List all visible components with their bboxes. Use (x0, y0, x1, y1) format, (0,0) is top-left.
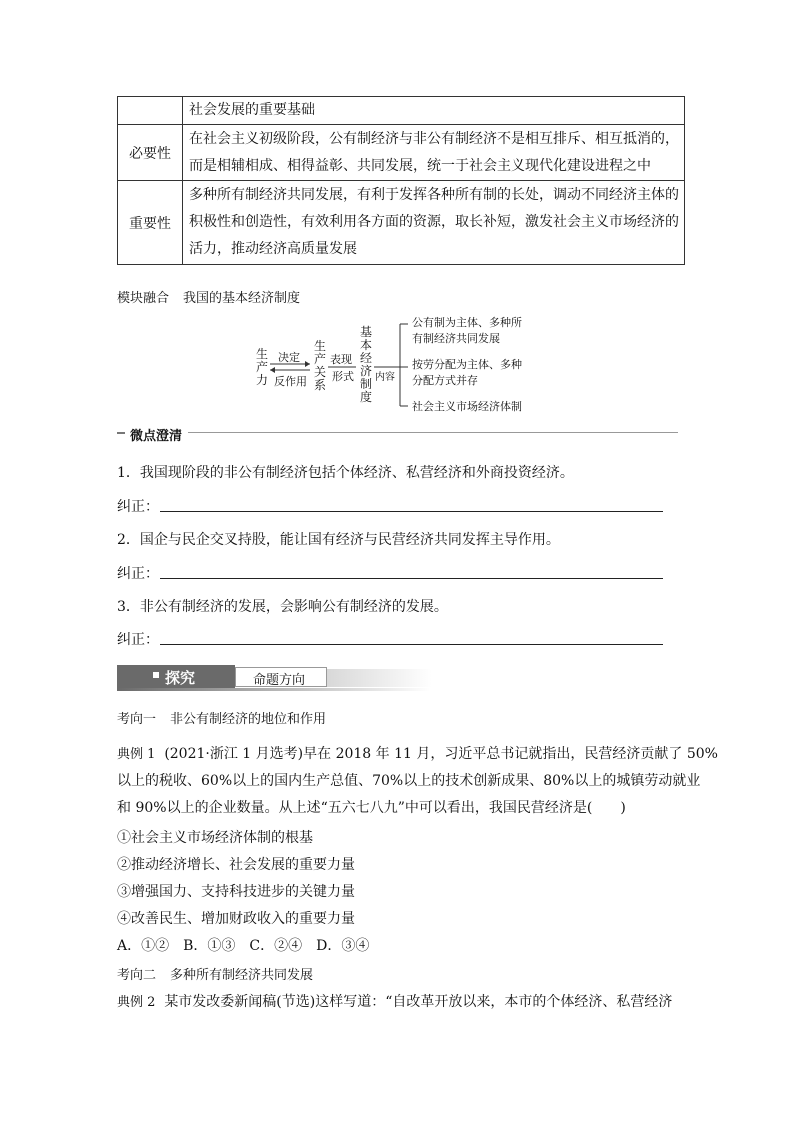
diagram-lines (250, 318, 570, 418)
char: 生 (314, 339, 327, 353)
branch-3: 社会主义市场经济体制 (412, 400, 522, 413)
table-row (118, 125, 685, 181)
direction2-title: 多种所有制经济共同发展 (170, 968, 314, 983)
char: 生 (256, 347, 269, 361)
clarify-item: 3．非公有制经济的发展，会影响公有制经济的发展。 (117, 599, 448, 615)
banner-square-icon (153, 672, 159, 678)
correction-label: 纠正： (117, 566, 159, 582)
banner-gradient (327, 669, 432, 687)
example1-options (117, 825, 369, 960)
char: 产 (256, 360, 269, 374)
correction-line (160, 578, 663, 579)
direction1-title: 非公有制经济的地位和作用 (170, 712, 327, 727)
branch-2 (412, 357, 522, 389)
form-label: 表现 (330, 353, 352, 366)
clarify-left-dash (117, 432, 125, 434)
char: 经 (360, 351, 373, 365)
example2 (117, 991, 672, 1011)
relations-label (314, 340, 326, 392)
char: 系 (314, 378, 327, 392)
char: 度 (360, 390, 373, 404)
content-label: 内容 (375, 372, 395, 383)
banner-underline (117, 688, 430, 691)
branch-line: 按劳分配为主体、多种 (412, 358, 522, 371)
productivity-label (256, 348, 268, 387)
decides-arrowhead (305, 361, 310, 367)
direction1-heading (117, 708, 326, 727)
cell-text: 社会发展的重要基础 (189, 102, 315, 118)
info-table (117, 96, 685, 265)
option-item: ①社会主义市场经济体制的根基 (117, 830, 313, 846)
correction-line (160, 644, 663, 645)
module-title: 我国的基本经济制度 (183, 291, 301, 306)
char: 关 (314, 365, 327, 379)
cell-line: 积极性和创造性，有效利用各方面的资源，取长补短，激发社会主义市场经济的 (189, 214, 679, 230)
example1-line: (2021·浙江 1 月选考)早在 2018 年 11 月，习近平总书记就指出，民营经济贡献了 50% (164, 746, 718, 762)
example1-label: 典例 1 (117, 747, 156, 762)
char: 济 (360, 364, 373, 378)
char: 力 (256, 373, 269, 387)
banner-dark-label: 探究 (165, 669, 196, 687)
module-heading (117, 287, 300, 306)
cell-line: 在社会主义初级阶段，公有制经济与非公有制经济不是相互排斥、相互抵消的， (189, 130, 679, 147)
branch-1 (412, 315, 522, 347)
answer-choices: A．①② B．①③ C．②④ D．③④ (117, 938, 370, 954)
example1-line: 以上的税收、60%以上的国内生产总值、70%以上的技术创新成果、80%以上的城镇劳动就业 (117, 773, 701, 789)
direction2-label: 考向二 (117, 968, 157, 983)
banner-light-label: 命题方向 (253, 673, 306, 688)
char: 制 (360, 377, 373, 391)
system-label (360, 326, 372, 404)
cell-line: 多种所有制经济共同发展，有利于发挥各种所有制的长处，调动不同经济主体的 (189, 187, 679, 203)
clarify-item: 2．国企与民企交叉持股，能让国有经济与民营经济共同发挥主导作用。 (117, 532, 560, 548)
table-header: 必要性 (118, 125, 183, 181)
example2-text: 某市发改委新闻稿(节选)这样写道：“自改革开放以来，本市的个体经济、私营经济 (164, 994, 673, 1010)
branch-line: 分配方式并存 (412, 374, 478, 387)
char: 产 (314, 352, 327, 366)
table-cell (183, 125, 685, 181)
form-label-2: 形式 (332, 370, 354, 383)
char: 基 (360, 325, 373, 339)
table-header: 重要性 (118, 181, 183, 265)
correction-label: 纠正： (117, 632, 159, 648)
table-cell (183, 181, 685, 265)
correction-label: 纠正： (117, 499, 159, 515)
clarify-divider (188, 432, 678, 433)
reacts-label: 反作用 (274, 375, 307, 388)
option-item: ④改善民生、增加财政收入的重要力量 (117, 911, 355, 927)
clarify-title: 微点澄清 (130, 429, 183, 444)
economic-system-diagram (250, 318, 570, 418)
char: 本 (360, 338, 373, 352)
option-item: ③增强国力、支持科技进步的关键力量 (117, 884, 355, 900)
table-row (118, 97, 685, 125)
table-row (118, 181, 685, 265)
example1 (117, 741, 718, 822)
table-header-empty (118, 97, 183, 125)
banner-light (235, 667, 327, 687)
branch-line: 有制经济共同发展 (412, 332, 500, 345)
correction-line (160, 511, 663, 512)
decides-label: 决定 (278, 351, 300, 364)
example2-label: 典例 2 (117, 995, 156, 1010)
banner-dark (117, 665, 235, 689)
example1-line: 和 90%以上的企业数量。从上述“五六七八九”中可以看出，我国民营经济是( ) (117, 800, 626, 816)
direction1-label: 考向一 (117, 712, 157, 727)
direction2-heading (117, 964, 313, 983)
cell-line: 活力，推动经济高质量发展 (189, 241, 357, 257)
table-cell (183, 97, 685, 125)
module-label: 模块融合 (117, 291, 170, 306)
cell-line: 而是相辅相成、相得益彰、共同发展，统一于社会主义现代化建设进程之中 (189, 157, 651, 174)
branch-line: 公有制为主体、多种所 (412, 316, 522, 329)
clarify-item: 1．我国现阶段的非公有制经济包括个体经济、私营经济和外商投资经济。 (117, 465, 574, 481)
option-item: ②推动经济增长、社会发展的重要力量 (117, 857, 355, 873)
